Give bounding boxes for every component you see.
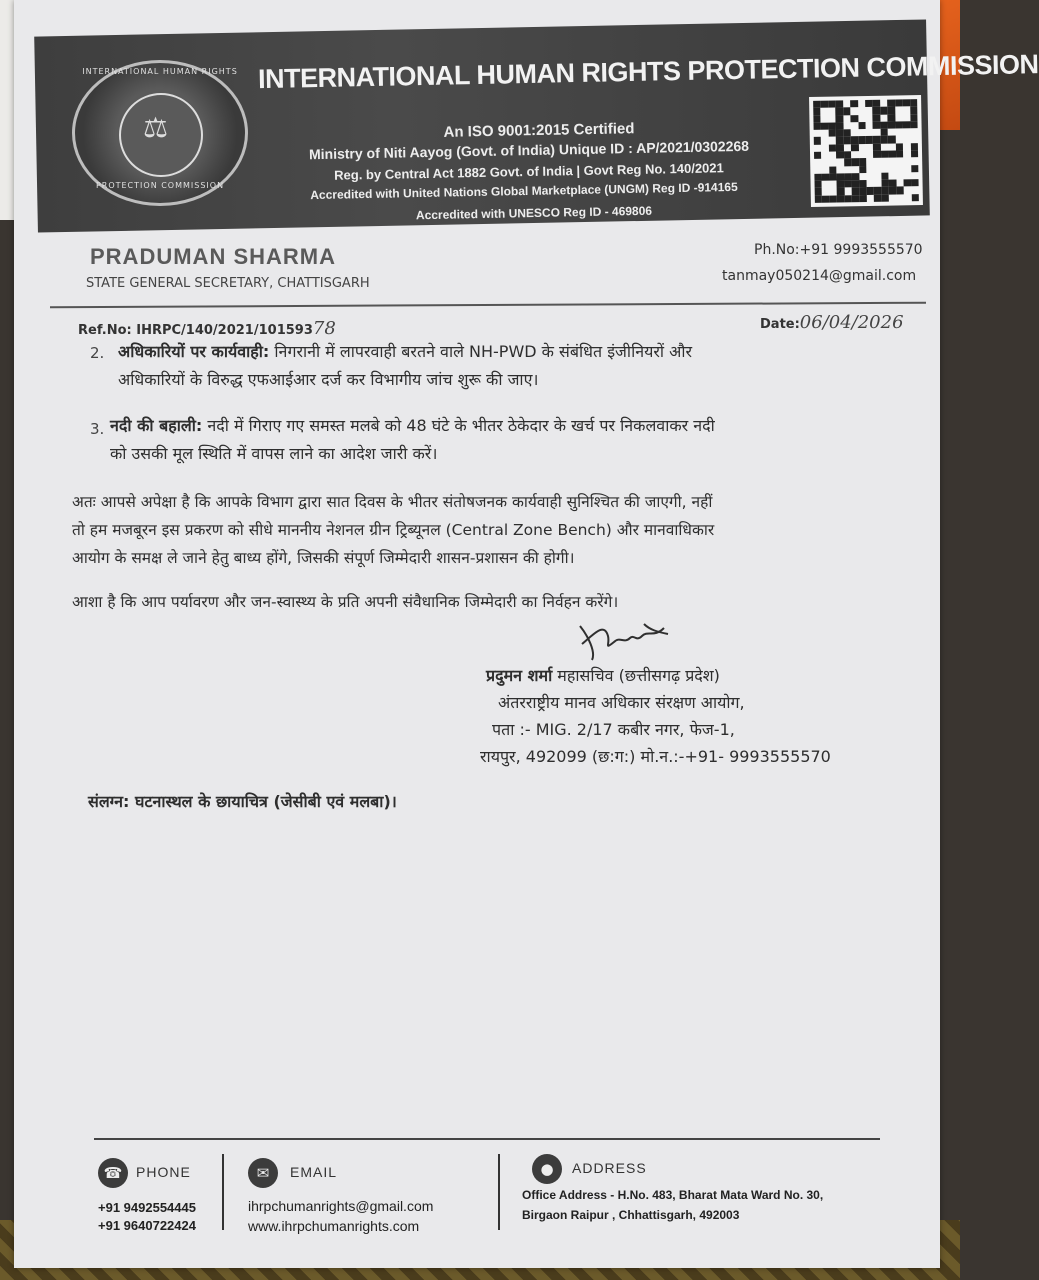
- footer-phone-1: +91 9492554445: [98, 1200, 196, 1215]
- item-2-number: 2.: [90, 344, 105, 362]
- iso-certification: An ISO 9001:2015 Certified: [443, 120, 635, 141]
- request-paragraph: [72, 488, 922, 572]
- phone-icon: ☎: [98, 1158, 128, 1188]
- reference-number: [78, 318, 336, 339]
- commission-seal-logo: [72, 60, 248, 206]
- footer-separator-1: [222, 1154, 224, 1230]
- signatory-city-mobile: रायपुर, 492099 (छ:ग:) मो.न.:-+91- 9993555570: [480, 747, 831, 766]
- request-line-3: आयोग के समक्ष ले जाने हेतु बाध्य होंगे, जिसकी संपूर्ण जिम्मेदारी शासन-प्रशासन की होगी।: [72, 549, 575, 567]
- signatory-organization: अंतरराष्ट्रीय मानव अधिकार संरक्षण आयोग,: [498, 693, 745, 712]
- sender-phone: Ph.No:+91 9993555570: [754, 242, 923, 258]
- seal-top-text: INTERNATIONAL HUMAN RIGHTS: [82, 67, 238, 76]
- letter-date: [760, 312, 904, 333]
- email-icon: ✉: [248, 1158, 278, 1188]
- item-2-text: [118, 338, 918, 394]
- date-label: Date:: [760, 317, 800, 332]
- footer-phone-2: +91 9640722424: [98, 1218, 196, 1233]
- reference-label: Ref.No: IHRPC/140/2021/101593: [78, 323, 313, 338]
- enclosure-note: संलग्न: घटनास्थल के छायाचित्र (जेसीबी एवं मलबा)।: [88, 792, 397, 811]
- signatory-name: प्रदुमन शर्मा: [486, 666, 553, 685]
- footer-address-label: ADDRESS: [572, 1160, 647, 1176]
- footer-email-label: EMAIL: [290, 1164, 338, 1180]
- footer-address-line1: Office Address - H.No. 483, Bharat Mata Ward No. 30,: [522, 1188, 824, 1202]
- item-3-number: 3.: [90, 420, 105, 438]
- signatory-title: महासचिव (छत्तीसगढ़ प्रदेश): [552, 666, 720, 685]
- item-2-heading: अधिकारियों पर कार्यवाही:: [118, 342, 270, 361]
- signature-block: [480, 662, 831, 770]
- footer-phone-label: PHONE: [136, 1164, 191, 1180]
- item-3-line1: नदी में गिराए गए समस्त मलबे को 48 घंटे के भीतर ठेकेदार के खर्च पर निकलवाकर नदी: [202, 416, 715, 435]
- sender-name: PRADUMAN SHARMA: [90, 244, 336, 269]
- unesco-accreditation: Accredited with UNESCO Reg ID - 469806: [415, 203, 653, 223]
- item-2-line2: अधिकारियों के विरुद्ध एफआईआर दर्ज कर विभागीय जांच शुरू की जाए।: [118, 370, 539, 389]
- qr-code: [809, 95, 923, 207]
- footer-email[interactable]: ihrpchumanrights@gmail.com: [248, 1198, 434, 1214]
- sender-designation: STATE GENERAL SECRETARY, CHATTISGARH: [86, 276, 370, 291]
- scales-of-justice-icon: ⚖: [143, 111, 169, 144]
- organization-title: INTERNATIONAL HUMAN RIGHTS PROTECTION COMMISSION: [257, 49, 1039, 95]
- footer-separator-2: [498, 1154, 500, 1230]
- registration-info: Reg. by Central Act 1882 Govt. of India | Govt Reg No. 140/2021: [334, 160, 724, 183]
- closing-paragraph: आशा है कि आप पर्यावरण और जन-स्वास्थ्य के प्रति अपनी संवैधानिक जिम्मेदारी का निर्वहन करेंगे।: [72, 593, 619, 611]
- sender-email: tanmay050214@gmail.com: [722, 268, 917, 284]
- footer-address-line2: Birgaon Raipur , Chhattisgarh, 492003: [522, 1208, 740, 1222]
- location-icon: ●: [532, 1154, 562, 1184]
- date-handwritten: 06/04/2026: [799, 312, 904, 333]
- handwritten-signature: [574, 614, 674, 664]
- item-3-text: [110, 412, 930, 468]
- item-3-line2: को उसकी मूल स्थिति में वापस लाने का आदेश जारी करें।: [110, 444, 438, 463]
- request-line-2: तो हम मजबूरन इस प्रकरण को सीधे माननीय नेशनल ग्रीन ट्रिब्यूनल (Central Zone Bench) और मानवाधिकार: [72, 521, 715, 539]
- header-divider: [50, 302, 926, 309]
- niti-aayog-id: Ministry of Niti Aayog (Govt. of India) Unique ID : AP/2021/0302268: [308, 137, 750, 163]
- seal-bottom-text: PROTECTION COMMISSION: [95, 181, 225, 190]
- request-line-1: अतः आपसे अपेक्षा है कि आपके विभाग द्वारा सात दिवस के भीतर संतोषजनक कार्यवाही सुनिश्चित की जाएगी, नहीं: [72, 493, 713, 511]
- item-3-heading: नदी की बहाली:: [110, 416, 203, 435]
- letter-page: [14, 0, 1039, 1268]
- ungm-accreditation: Accredited with United Nations Global Marketplace (UNGM) Reg ID -914165: [310, 179, 738, 203]
- footer-website[interactable]: www.ihrpchumanrights.com: [248, 1218, 420, 1234]
- reference-handwritten-suffix: 78: [312, 318, 336, 339]
- footer-divider: [94, 1138, 880, 1140]
- signatory-address: पता :- MIG. 2/17 कबीर नगर, फेज-1,: [492, 720, 735, 739]
- item-2-line1: निगरानी में लापरवाही बरतने वाले NH-PWD के संबंधित इंजीनियरों और: [269, 342, 693, 361]
